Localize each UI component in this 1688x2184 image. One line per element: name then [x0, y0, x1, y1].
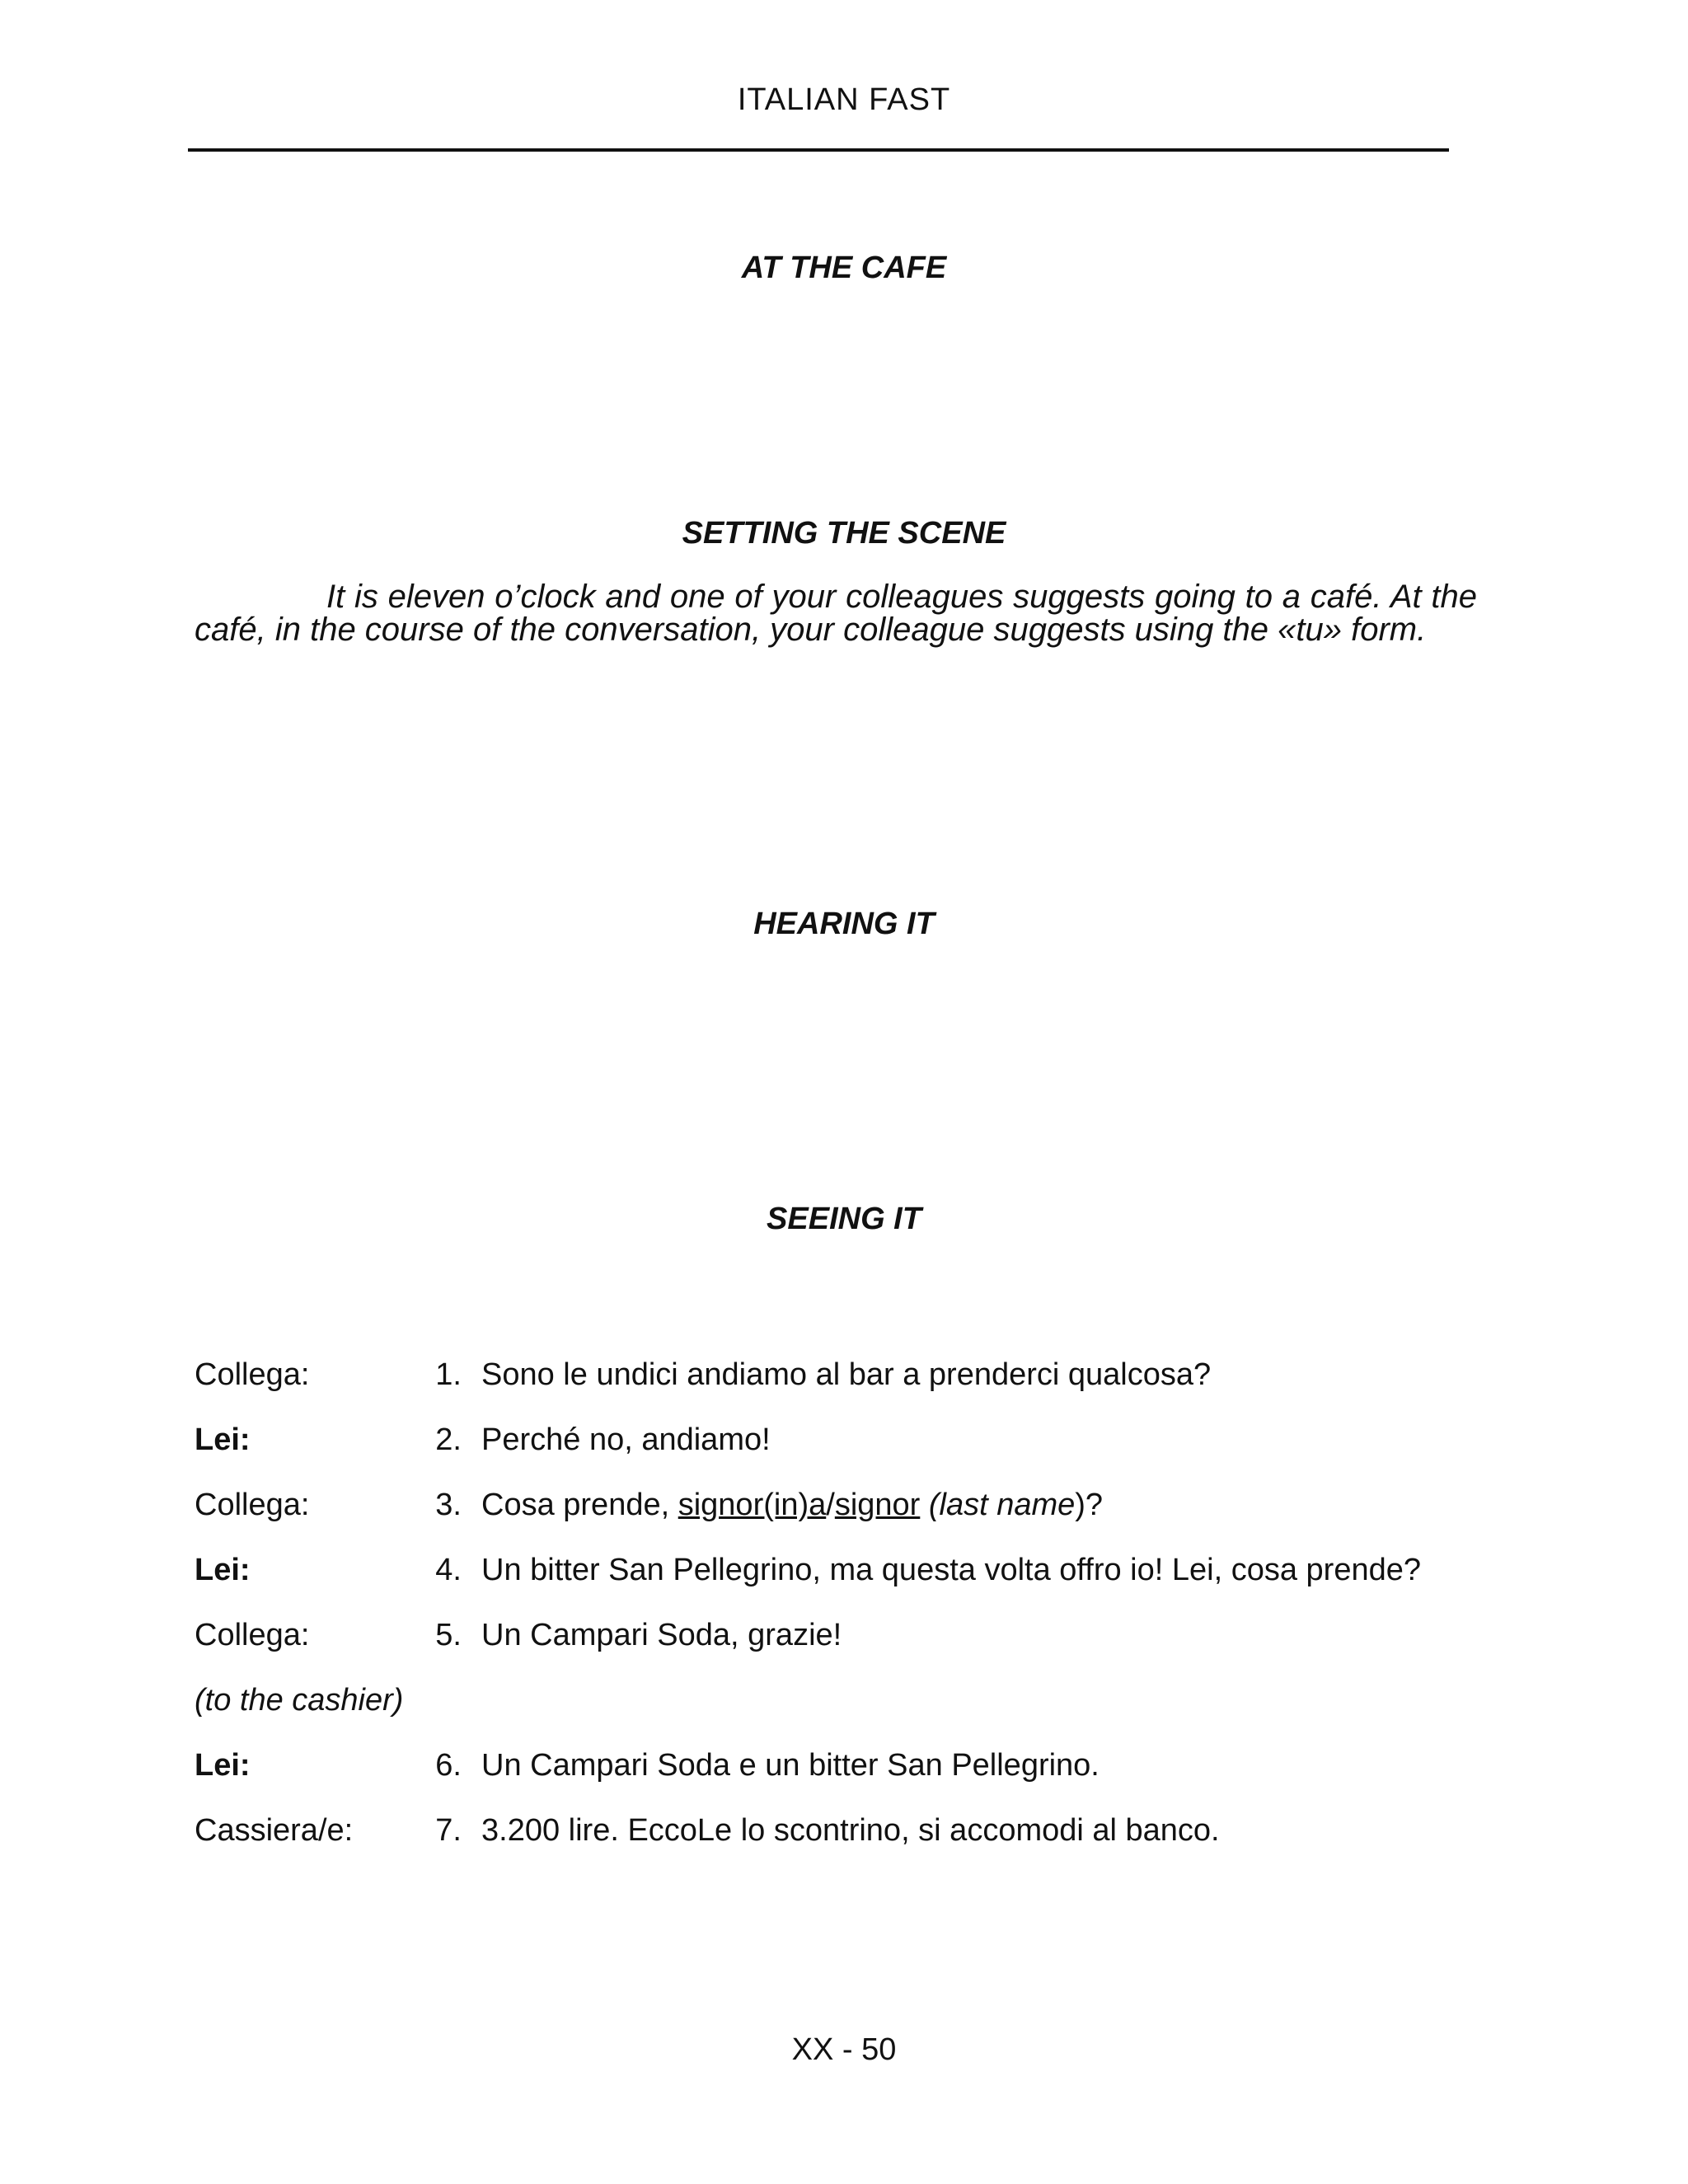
speaker-label: Cassiera/e:	[195, 1813, 354, 1848]
line-text: Un Campari Soda, grazie!	[481, 1618, 842, 1652]
line-text	[481, 1488, 1477, 1521]
line-text: Sono le undici andiamo al bar a prenderci qualcosa?	[481, 1357, 1212, 1392]
underlined-title-feminine: signor(in)a	[678, 1488, 827, 1522]
line-text: Un bitter San Pellegrino, ma questa volta offro io! Lei, cosa prende?	[481, 1553, 1421, 1587]
speaker-label: Collega:	[195, 1488, 310, 1522]
dialogue-line	[195, 1814, 1477, 1847]
dialogue	[195, 1358, 1477, 1879]
speaker-label: Collega:	[195, 1357, 310, 1392]
line-number: 4.	[435, 1553, 462, 1587]
dialogue-line	[195, 1358, 1477, 1391]
dialogue-line	[195, 1554, 1477, 1586]
space	[920, 1488, 929, 1522]
header-rule	[188, 148, 1449, 152]
line-text: 3.200 lire. EccoLe lo scontrino, si accomodi al banco.	[481, 1813, 1220, 1848]
line-number: 6.	[435, 1748, 462, 1783]
section-heading-setting: SETTING THE SCENE	[682, 516, 1006, 551]
line-text: Un Campari Soda e un bitter San Pellegrino.	[481, 1748, 1100, 1783]
speaker-label: Lei:	[195, 1553, 251, 1587]
stage-direction: (to the cashier)	[195, 1683, 404, 1718]
scene-description: It is eleven o’clock and one of your colleagues suggests going to a café. At the café, in the course of the conversation, your colleague suggests using the «tu» form.	[195, 579, 1477, 648]
line-number: 7.	[435, 1813, 462, 1848]
lesson-title: AT THE CAFE	[741, 251, 947, 285]
speaker-label: Collega:	[195, 1618, 310, 1652]
line-number: 2.	[435, 1422, 462, 1457]
last-name-placeholder: (last name	[928, 1488, 1076, 1522]
speaker-label: Lei:	[195, 1422, 251, 1457]
line-number: 1.	[435, 1357, 462, 1392]
line-number: 5.	[435, 1618, 462, 1652]
line-text-post: )?	[1075, 1488, 1104, 1522]
section-heading-hearing: HEARING IT	[753, 907, 935, 941]
running-header: ITALIAN FAST	[737, 82, 951, 117]
dialogue-line	[195, 1749, 1477, 1782]
underlined-title-masculine: signor	[834, 1488, 921, 1522]
dialogue-line	[195, 1619, 1477, 1652]
line-text: Perché no, andiamo!	[481, 1422, 771, 1457]
section-heading-seeing: SEEING IT	[767, 1202, 921, 1236]
slash: /	[826, 1488, 835, 1522]
dialogue-line	[195, 1423, 1477, 1456]
speaker-label: Lei:	[195, 1748, 251, 1783]
page-number: XX - 50	[791, 2032, 897, 2067]
line-number: 3.	[435, 1488, 462, 1522]
dialogue-line	[195, 1488, 1477, 1521]
line-text-pre: Cosa prende,	[481, 1488, 678, 1522]
